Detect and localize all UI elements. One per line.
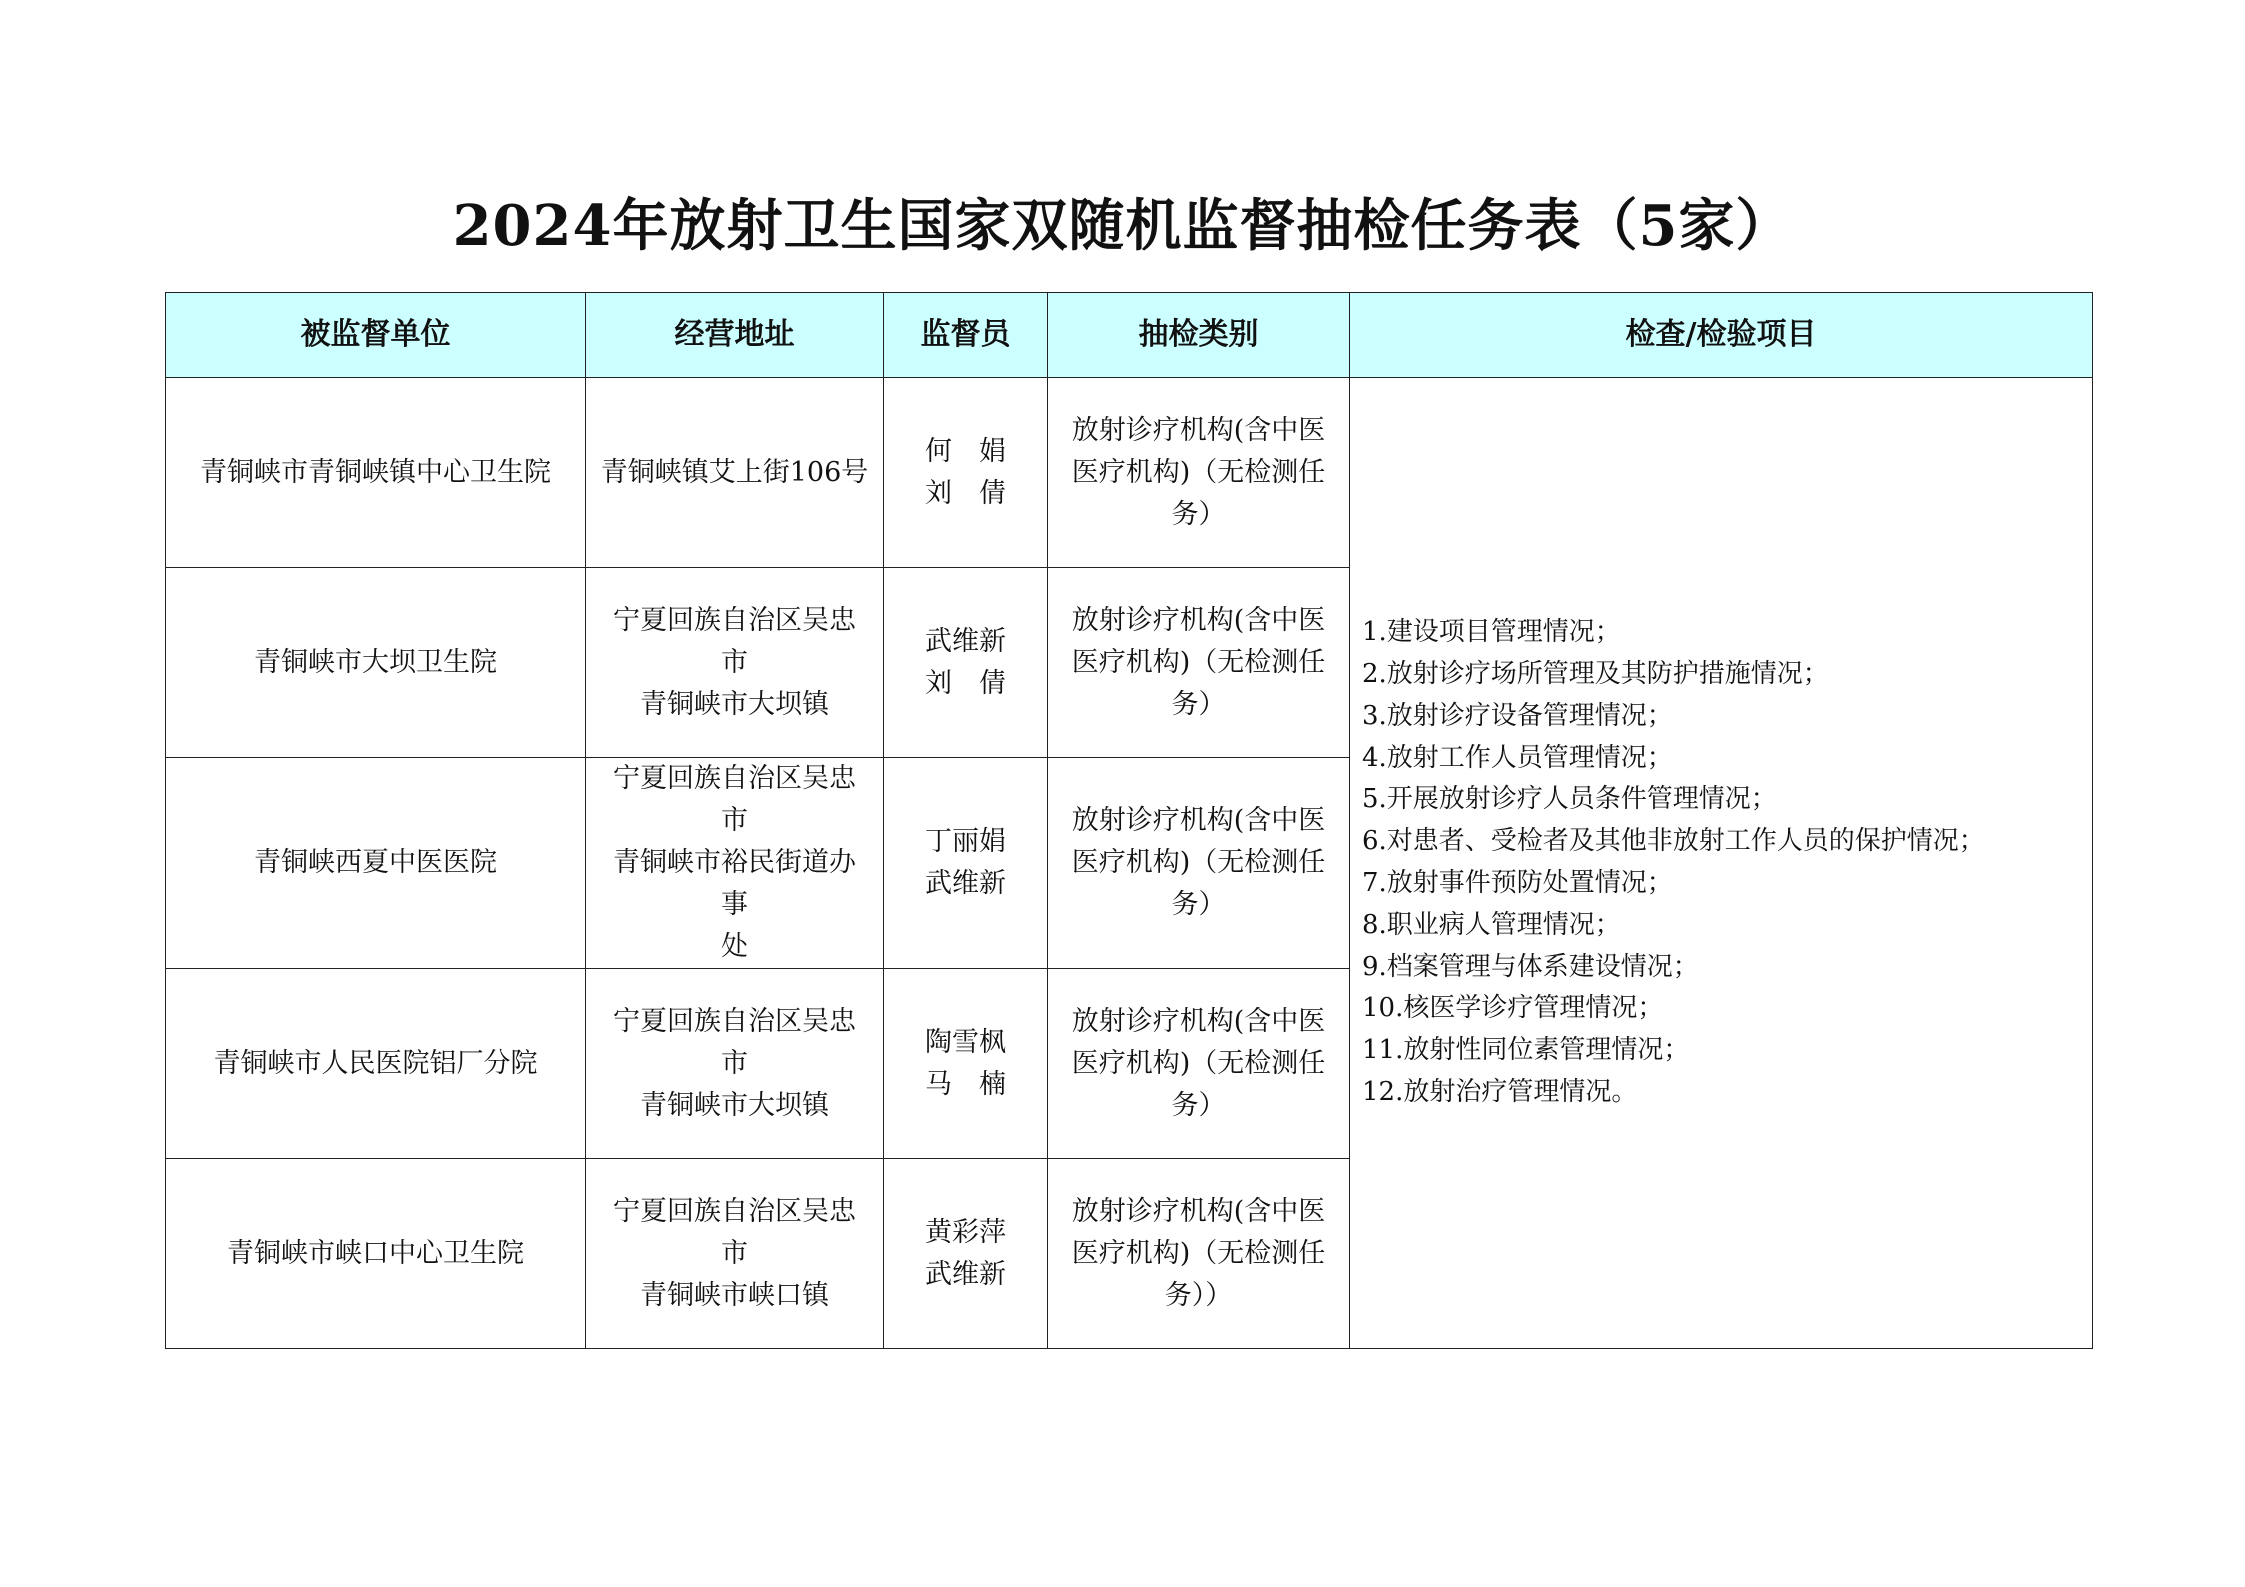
header-address: 经营地址 [586,293,884,378]
inspector-names: 黄彩萍 武维新 [925,1216,1006,1290]
inspectors-cell [884,758,1048,969]
inspection-item: 11.放射性同位素管理情况； [1362,1035,1690,1066]
category-text: 放射诊疗机构(含中医 医疗机构)（无检测任 务） [1071,1005,1326,1121]
inspection-item: 8.职业病人管理情况； [1362,909,1621,940]
inspection-item: 10.核医学诊疗管理情况； [1362,993,1664,1024]
inspection-item: 1.建设项目管理情况； [1362,617,1621,648]
address-cell [586,378,884,568]
inspectors-cell [884,378,1048,568]
category-text: 放射诊疗机构(含中医 医疗机构)（无检测任 务）） [1071,1195,1326,1311]
category-cell [1048,1159,1350,1349]
inspection-item: 5.开展放射诊疗人员条件管理情况； [1362,784,1777,815]
header-supervised-unit: 被监督单位 [166,293,586,378]
unit-cell [166,568,586,758]
address-cell [586,1159,884,1349]
unit-name: 青铜峡市人民医院铝厂分院 [213,1047,538,1079]
address-cell [586,969,884,1159]
inspection-item: 4.放射工作人员管理情况； [1362,742,1673,773]
header-inspection-items: 检查/检验项目 [1350,293,2093,378]
inspection-items-cell [1350,378,2093,1349]
inspectors-cell [884,568,1048,758]
address-text: 青铜峡镇艾上街106号 [600,456,869,488]
inspection-item: 9.档案管理与体系建设情况； [1362,951,1699,982]
header-category: 抽检类别 [1048,293,1350,378]
unit-cell [166,758,586,969]
inspector-names: 何 娟 刘 倩 [925,435,1006,509]
address-cell [586,758,884,969]
inspection-item: 12.放射治疗管理情况。 [1362,1076,1638,1107]
inspector-names: 丁丽娟 武维新 [925,826,1006,899]
category-text: 放射诊疗机构(含中医 医疗机构)（无检测任 务） [1071,414,1326,530]
inspection-item: 2.放射诊疗场所管理及其防护措施情况； [1362,659,1829,690]
address-text: 宁夏回族自治区吴忠市 青铜峡市裕民街道办事 处 [613,763,856,962]
inspection-item: 3.放射诊疗设备管理情况； [1362,700,1673,731]
table-header-row [166,293,2093,378]
unit-cell [166,378,586,568]
inspector-names: 陶雪枫 马 楠 [925,1026,1006,1100]
unit-name: 青铜峡市峡口中心卫生院 [227,1237,524,1269]
address-text: 宁夏回族自治区吴忠市 青铜峡市大坝镇 [613,1005,856,1121]
address-text: 宁夏回族自治区吴忠市 青铜峡市峡口镇 [613,1195,856,1311]
document-title: 2024年放射卫生国家双随机监督抽检任务表（5家） [452,193,1793,259]
address-cell [586,568,884,758]
unit-cell [166,1159,586,1349]
table-row [166,378,2093,568]
category-cell [1048,378,1350,568]
inspection-item: 7.放射事件预防处置情况； [1362,868,1673,898]
address-text: 宁夏回族自治区吴忠市 青铜峡市大坝镇 [613,604,856,720]
unit-name: 青铜峡市大坝卫生院 [254,646,497,678]
category-text: 放射诊疗机构(含中医 医疗机构)（无检测任 务） [1071,805,1326,920]
category-cell [1048,758,1350,969]
unit-name: 青铜峡市青铜峡镇中心卫生院 [200,456,551,488]
inspection-task-table [165,292,2093,1349]
category-cell [1048,969,1350,1159]
inspectors-cell [884,1159,1048,1349]
unit-name: 青铜峡西夏中医医院 [254,847,497,878]
unit-cell [166,969,586,1159]
inspectors-cell [884,969,1048,1159]
category-text: 放射诊疗机构(含中医 医疗机构)（无检测任 务） [1071,604,1326,720]
inspector-names: 武维新 刘 倩 [925,625,1006,699]
inspection-item: 6.对患者、受检者及其他非放射工作人员的保护情况； [1362,826,1985,857]
inspection-items-list [1350,612,2092,1114]
category-cell [1048,568,1350,758]
header-inspectors: 监督员 [884,293,1048,378]
